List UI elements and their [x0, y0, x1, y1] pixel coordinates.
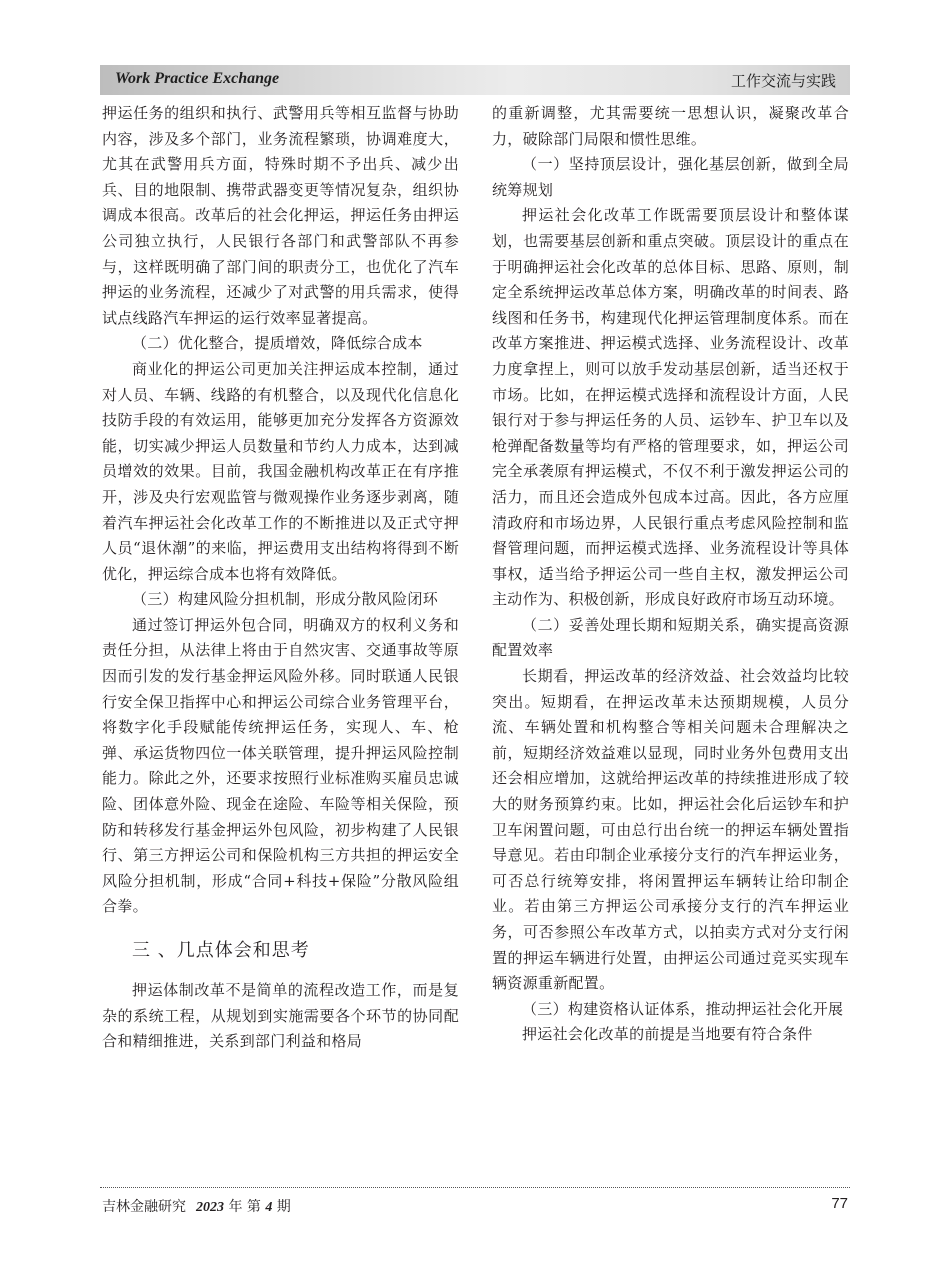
paragraph: 押运社会化改革工作既需要顶层设计和整体谋划，也需要基层创新和重点突破。顶层设计的重点在于明确押运社会化改革的总体目标、思路、原则，制定全系统押运改革总体方案，明确改革的时间表、路线图和任务书，构建现代化押运管理制度体系。而在改革方案推进、押运模式选择、业务流程设计、改革力度拿捏上，则可以放手发动基层创新，适当还权于市场。比如，在押运模式选择和流程设计方面，人民银行对于参与押运任务的人员、运钞车、护卫车以及枪弹配备数量等均有严格的管理要求，如，押运公司完全承袭原有押运模式，不仅不利于激发押运公司的活力，而且还会造成外包成本过高。因此，各方应厘清政府和市场边界，人民银行重点考虑风险控制和监督管理问题，而押运模式选择、业务流程设计等具体事权，适当给予押运公司一些自主权，激发押运公司主动作为、积极创新，形成良好政府市场互动环境。 [492, 206, 849, 609]
paragraph: 商业化的押运公司更加关注押运成本控制，通过对人员、车辆、线路的有机整合，以及现代化信息化技防手段的有效运用，能够更加充分发挥各方资源效能，切实减少押运人员数量和节约人力成本，达到减员增效的效果。目前，我国金融机构改革正在有序推开，涉及央行宏观监管与微观操作业务逐步剥离，随着汽车押运社会化改革工作的不断推进以及正式守押人员“退休潮”的来临，押运费用支出结构将得到不断优化，押运综合成本也将有效降低。 [102, 359, 459, 583]
page-number: 77 [831, 1195, 848, 1212]
header-title-en: Work Practice Exchange [115, 70, 280, 87]
running-header [100, 65, 850, 95]
journal-year-suffix: 年 第 [224, 1199, 266, 1215]
left-column [102, 101, 459, 1055]
paragraph: 通过签订押运外包合同，明确双方的权利义务和责任分担，从法律上将由于自然灾害、交通事故等原因而引发的发行基金押运风险外移。同时联通人民银行安全保卫指挥中心和押运公司综合业务管理平台，将数字化手段赋能传统押运任务，实现人、车、枪弹、承运货物四位一体关联管理，提升押运风险控制能力。除此之外，还要求按照行业标准购买雇员忠诚险、团体意外险、现金在途险、车险等相关保险，预防和转移发行基金押运外包风险，初步构建了人民银行、第三方押运公司和保险机构三方共担的押运安全风险分担机制，形成“合同+科技+保险”分散风险组合拳。 [102, 615, 459, 916]
header-title-cn: 工作交流与实践 [730, 72, 836, 90]
journal-name: 吉林金融研究 [102, 1199, 186, 1215]
journal-issue-suffix: 期 [272, 1199, 291, 1215]
journal-year: 2023 [196, 1200, 224, 1215]
paragraph: 押运体制改革不是简单的流程改造工作，而是复杂的系统工程，从规划到实施需要各个环节的协同配合和精细推进，关系到部门利益和格局 [102, 981, 459, 1051]
footer-journal-info [102, 1196, 291, 1216]
subsection-heading: （二）妥善处理长期和短期关系，确实提高资源配置效率 [492, 615, 849, 660]
footer-divider [100, 1187, 850, 1188]
paragraph: 长期看，押运改革的经济效益、社会效益均比较突出。短期看，在押运改革未达预期规模，人员分流、车辆处置和机构整合等相关问题未合理解决之前，短期经济效益难以显现，同时业务外包费用支出还会相应增加，这就给押运改革的持续推进形成了较大的财务预算约束。比如，押运社会化后运钞车和护卫车闲置问题，可由总行出台统一的押运车辆处置指导意见。若由印制企业承接分支行的汽车押运业务，可否总行统筹安排，将闲置押运车辆转让给印制企业。若由第三方押运公司承接分支行的汽车押运业务，可否参照公车改革方式，以拍卖方式对分支行闲置的押运车辆进行处置，由押运公司通过竞买实现车辆资源重新配置。 [492, 667, 849, 993]
journal-issue: 4 [265, 1200, 273, 1215]
section-heading: 三 、几点体会和思考 [132, 940, 310, 961]
right-column [492, 101, 849, 1048]
subsection-heading: （一）坚持顶层设计，强化基层创新，做到全局统筹规划 [492, 155, 849, 199]
subsection-heading: （二）优化整合，提质增效，降低综合成本 [132, 334, 423, 353]
paragraph: 押运任务的组织和执行、武警用兵等相互监督与协助内容，涉及多个部门，业务流程繁琐，协调难度大，尤其在武警用兵方面，特殊时期不予出兵、减少出兵、目的地限制、携带武器变更等情况复杂，组织协调成本很高。改革后的社会化押运，押运任务由押运公司独立执行，人民银行各部门和武警部队不再参与，这样既明确了部门间的职责分工，也优化了汽车押运的业务流程，还减少了对武警的用兵需求，使得试点线路汽车押运的运行效率显著提高。 [102, 104, 459, 327]
paragraph: 的重新调整，尤其需要统一思想认识，凝聚改革合力，破除部门局限和惯性思维。 [492, 104, 849, 148]
subsection-heading: （三）构建风险分担机制，形成分散风险闭环 [132, 590, 439, 609]
subsection-heading: （三）构建资格认证体系，推动押运社会化开展 [522, 999, 844, 1018]
paragraph: 押运社会化改革的前提是当地要有符合条件 [522, 1025, 813, 1044]
